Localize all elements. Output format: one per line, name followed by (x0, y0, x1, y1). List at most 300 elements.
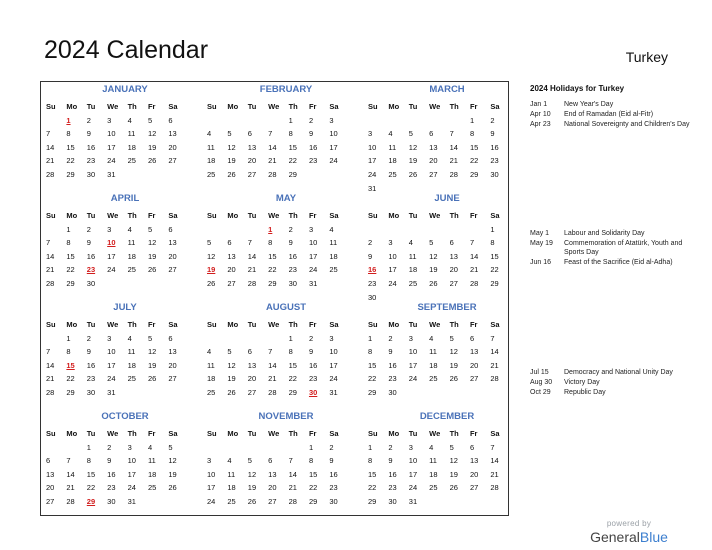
day-cell[interactable]: 22 (368, 483, 377, 493)
day-cell[interactable]: 23 (86, 374, 96, 384)
day-cell[interactable]: 13 (429, 142, 438, 152)
day-cell[interactable]: 4 (127, 333, 132, 343)
day-cell[interactable]: 28 (449, 169, 458, 179)
day-cell[interactable]: 24 (107, 156, 116, 166)
day-cell[interactable]: 16 (107, 469, 116, 479)
day-cell[interactable]: 14 (288, 469, 297, 479)
day-cell[interactable]: 3 (368, 129, 373, 139)
day-cell[interactable]: 12 (207, 251, 216, 261)
day-cell[interactable]: 21 (247, 265, 257, 275)
day-cell[interactable]: 27 (168, 374, 177, 384)
day-cell[interactable]: 6 (46, 456, 51, 466)
day-cell[interactable]: 30 (107, 496, 116, 506)
day-cell[interactable]: 11 (207, 360, 215, 370)
day-cell[interactable]: 5 (247, 456, 252, 466)
day-cell[interactable]: 12 (408, 142, 418, 152)
day-cell[interactable]: 13 (168, 347, 177, 357)
day-cell[interactable]: 29 (368, 387, 377, 397)
day-cell[interactable]: 2 (368, 238, 373, 248)
day-cell[interactable]: 5 (429, 238, 434, 248)
day-cell[interactable]: 1 (288, 333, 293, 343)
day-cell[interactable]: 26 (227, 169, 236, 179)
day-cell[interactable]: 20 (469, 469, 479, 479)
day-cell[interactable]: 22 (268, 265, 277, 275)
day-cell[interactable]: 24 (368, 169, 377, 179)
day-cell[interactable]: 7 (66, 456, 71, 466)
day-cell[interactable]: 27 (469, 483, 479, 493)
day-cell[interactable]: 13 (449, 251, 458, 261)
day-cell[interactable]: 13 (469, 456, 479, 466)
day-cell[interactable]: 15 (308, 469, 318, 479)
day-cell[interactable]: 9 (490, 129, 495, 139)
day-cell[interactable]: 11 (408, 251, 417, 261)
day-cell[interactable]: 20 (168, 251, 177, 261)
day-cell[interactable]: 15 (368, 360, 377, 370)
day-cell[interactable]: 1 (86, 442, 91, 452)
day-cell[interactable]: 7 (490, 442, 495, 452)
day-cell[interactable]: 15 (469, 142, 479, 152)
day-cell[interactable]: 15 (66, 142, 75, 152)
day-cell[interactable]: 28 (490, 374, 499, 384)
day-cell[interactable]: 22 (490, 265, 499, 275)
day-cell[interactable]: 29 (469, 169, 479, 179)
day-cell[interactable]: 6 (469, 442, 475, 452)
day-cell[interactable]: 6 (247, 129, 252, 139)
day-cell[interactable]: 24 (408, 483, 418, 493)
day-cell[interactable]: 6 (168, 115, 173, 125)
day-cell[interactable]: 22 (368, 374, 377, 384)
day-cell[interactable]: 27 (268, 496, 277, 506)
day-cell[interactable]: 20 (168, 142, 177, 152)
day-cell[interactable]: 17 (408, 360, 418, 370)
day-cell[interactable]: 25 (429, 374, 438, 384)
day-cell[interactable]: 3 (107, 115, 112, 125)
day-cell[interactable]: 19 (227, 374, 236, 384)
day-cell[interactable]: 10 (388, 251, 397, 261)
day-cell[interactable]: 17 (329, 142, 338, 152)
day-cell[interactable]: 19 (449, 469, 458, 479)
day-cell[interactable]: 11 (227, 469, 236, 479)
day-cell[interactable]: 16 (490, 142, 499, 152)
day-cell[interactable]: 10 (107, 347, 116, 357)
day-cell[interactable]: 19 (408, 156, 418, 166)
day-cell[interactable]: 26 (147, 265, 157, 275)
day-cell[interactable]: 11 (127, 347, 136, 357)
day-cell[interactable]: 31 (329, 387, 338, 397)
day-cell[interactable]: 25 (147, 483, 157, 493)
day-cell[interactable]: 13 (227, 251, 236, 261)
day-cell[interactable]: 30 (368, 292, 377, 302)
day-cell[interactable]: 2 (388, 333, 393, 343)
day-cell[interactable]: 2 (107, 442, 112, 452)
day-cell[interactable]: 19 (147, 142, 157, 152)
day-cell[interactable]: 3 (107, 333, 112, 343)
day-cell[interactable]: 1 (490, 224, 495, 234)
day-cell[interactable]: 18 (147, 469, 157, 479)
day-cell[interactable]: 3 (107, 224, 112, 234)
day-cell[interactable]: 1 (368, 333, 373, 343)
day-cell[interactable]: 27 (168, 156, 177, 166)
day-cell[interactable]: 2 (308, 115, 314, 125)
day-cell[interactable]: 30 (86, 278, 96, 288)
day-cell[interactable]: 8 (268, 238, 273, 248)
holiday-day-cell[interactable]: 15 (66, 360, 75, 370)
day-cell[interactable]: 8 (66, 129, 71, 139)
day-cell[interactable]: 20 (449, 265, 458, 275)
day-cell[interactable]: 21 (469, 265, 479, 275)
day-cell[interactable]: 7 (449, 129, 454, 139)
day-cell[interactable]: 11 (127, 238, 136, 248)
day-cell[interactable]: 25 (207, 387, 216, 397)
holiday-day-cell[interactable]: 29 (86, 496, 96, 506)
day-cell[interactable]: 17 (408, 469, 418, 479)
day-cell[interactable]: 27 (227, 278, 236, 288)
day-cell[interactable]: 26 (147, 156, 157, 166)
day-cell[interactable]: 29 (490, 278, 499, 288)
day-cell[interactable]: 5 (449, 442, 454, 452)
day-cell[interactable]: 5 (227, 347, 232, 357)
day-cell[interactable]: 21 (449, 156, 458, 166)
day-cell[interactable]: 25 (408, 278, 418, 288)
day-cell[interactable]: 30 (329, 496, 338, 506)
day-cell[interactable]: 1 (288, 115, 293, 125)
day-cell[interactable]: 16 (86, 142, 96, 152)
day-cell[interactable]: 29 (66, 387, 75, 397)
day-cell[interactable]: 11 (207, 142, 215, 152)
day-cell[interactable]: 6 (429, 129, 434, 139)
day-cell[interactable]: 20 (268, 483, 277, 493)
day-cell[interactable]: 13 (46, 469, 55, 479)
day-cell[interactable]: 15 (368, 469, 377, 479)
day-cell[interactable]: 10 (207, 469, 216, 479)
day-cell[interactable]: 3 (408, 442, 413, 452)
day-cell[interactable]: 15 (490, 251, 499, 261)
day-cell[interactable]: 20 (227, 265, 236, 275)
day-cell[interactable]: 5 (147, 224, 153, 234)
day-cell[interactable]: 1 (308, 442, 314, 452)
day-cell[interactable]: 12 (147, 347, 157, 357)
day-cell[interactable]: 1 (66, 224, 71, 234)
day-cell[interactable]: 31 (408, 496, 418, 506)
day-cell[interactable]: 16 (288, 251, 297, 261)
day-cell[interactable]: 10 (368, 142, 377, 152)
day-cell[interactable]: 8 (368, 347, 373, 357)
day-cell[interactable]: 16 (329, 469, 338, 479)
day-cell[interactable]: 12 (168, 456, 177, 466)
day-cell[interactable]: 13 (247, 142, 257, 152)
day-cell[interactable]: 4 (207, 129, 212, 139)
holiday-day-cell[interactable]: 16 (368, 265, 377, 275)
day-cell[interactable]: 25 (429, 483, 438, 493)
day-cell[interactable]: 7 (46, 347, 51, 357)
day-cell[interactable]: 28 (268, 169, 277, 179)
day-cell[interactable]: 8 (490, 238, 495, 248)
day-cell[interactable]: 29 (66, 278, 75, 288)
day-cell[interactable]: 13 (168, 238, 177, 248)
holiday-day-cell[interactable]: 23 (86, 265, 96, 275)
day-cell[interactable]: 17 (388, 265, 397, 275)
day-cell[interactable]: 23 (288, 265, 297, 275)
day-cell[interactable]: 15 (86, 469, 96, 479)
day-cell[interactable]: 19 (449, 360, 458, 370)
day-cell[interactable]: 8 (86, 456, 91, 466)
day-cell[interactable]: 18 (429, 469, 438, 479)
day-cell[interactable]: 20 (46, 483, 55, 493)
day-cell[interactable]: 5 (207, 238, 212, 248)
day-cell[interactable]: 9 (308, 347, 314, 357)
day-cell[interactable]: 29 (308, 496, 318, 506)
day-cell[interactable]: 7 (268, 347, 273, 357)
day-cell[interactable]: 20 (429, 156, 438, 166)
day-cell[interactable]: 6 (449, 238, 454, 248)
day-cell[interactable]: 4 (329, 224, 334, 234)
day-cell[interactable]: 26 (429, 278, 438, 288)
day-cell[interactable]: 24 (329, 156, 338, 166)
day-cell[interactable]: 23 (388, 374, 397, 384)
day-cell[interactable]: 28 (490, 483, 499, 493)
day-cell[interactable]: 26 (449, 374, 458, 384)
day-cell[interactable]: 31 (308, 278, 318, 288)
day-cell[interactable]: 14 (46, 360, 55, 370)
day-cell[interactable]: 18 (127, 251, 136, 261)
day-cell[interactable]: 28 (268, 387, 277, 397)
day-cell[interactable]: 10 (408, 347, 418, 357)
day-cell[interactable]: 16 (86, 360, 96, 370)
day-cell[interactable]: 2 (86, 333, 91, 343)
day-cell[interactable]: 24 (408, 374, 418, 384)
day-cell[interactable]: 15 (288, 142, 297, 152)
day-cell[interactable]: 23 (490, 156, 499, 166)
day-cell[interactable]: 7 (247, 238, 252, 248)
day-cell[interactable]: 26 (168, 483, 177, 493)
day-cell[interactable]: 14 (490, 347, 499, 357)
day-cell[interactable]: 24 (308, 265, 318, 275)
day-cell[interactable]: 10 (308, 238, 318, 248)
day-cell[interactable]: 1 (368, 442, 373, 452)
day-cell[interactable]: 16 (308, 142, 318, 152)
day-cell[interactable]: 2 (308, 333, 314, 343)
day-cell[interactable]: 3 (308, 224, 314, 234)
day-cell[interactable]: 11 (147, 456, 156, 466)
day-cell[interactable]: 28 (469, 278, 479, 288)
day-cell[interactable]: 7 (490, 333, 495, 343)
day-cell[interactable]: 28 (46, 278, 55, 288)
day-cell[interactable]: 16 (388, 360, 397, 370)
day-cell[interactable]: 20 (168, 360, 177, 370)
day-cell[interactable]: 9 (388, 347, 393, 357)
day-cell[interactable]: 7 (268, 129, 273, 139)
day-cell[interactable]: 19 (429, 265, 438, 275)
day-cell[interactable]: 19 (168, 469, 177, 479)
day-cell[interactable]: 5 (449, 333, 454, 343)
day-cell[interactable]: 26 (247, 496, 257, 506)
day-cell[interactable]: 22 (66, 374, 75, 384)
day-cell[interactable]: 24 (329, 374, 338, 384)
day-cell[interactable]: 18 (429, 360, 438, 370)
day-cell[interactable]: 25 (329, 265, 338, 275)
day-cell[interactable]: 12 (247, 469, 257, 479)
day-cell[interactable]: 25 (227, 496, 236, 506)
day-cell[interactable]: 6 (469, 333, 475, 343)
day-cell[interactable]: 20 (247, 374, 257, 384)
day-cell[interactable]: 18 (127, 360, 136, 370)
day-cell[interactable]: 4 (127, 224, 132, 234)
day-cell[interactable]: 7 (46, 238, 51, 248)
day-cell[interactable]: 5 (227, 129, 232, 139)
day-cell[interactable]: 18 (207, 374, 216, 384)
day-cell[interactable]: 9 (86, 238, 91, 248)
day-cell[interactable]: 27 (247, 169, 257, 179)
day-cell[interactable]: 25 (127, 374, 136, 384)
day-cell[interactable]: 29 (66, 169, 75, 179)
day-cell[interactable]: 12 (449, 456, 458, 466)
day-cell[interactable]: 14 (490, 456, 499, 466)
day-cell[interactable]: 30 (388, 496, 397, 506)
day-cell[interactable]: 5 (147, 333, 153, 343)
day-cell[interactable]: 29 (288, 169, 297, 179)
day-cell[interactable]: 3 (329, 115, 334, 125)
day-cell[interactable]: 23 (308, 156, 318, 166)
day-cell[interactable]: 3 (408, 333, 413, 343)
day-cell[interactable]: 11 (127, 129, 136, 139)
day-cell[interactable]: 17 (329, 360, 338, 370)
day-cell[interactable]: 20 (247, 156, 257, 166)
day-cell[interactable]: 21 (268, 374, 277, 384)
footer-brand[interactable] (584, 519, 674, 545)
day-cell[interactable]: 14 (268, 142, 277, 152)
day-cell[interactable]: 26 (207, 278, 216, 288)
day-cell[interactable]: 9 (86, 347, 91, 357)
day-cell[interactable]: 19 (147, 251, 157, 261)
day-cell[interactable]: 12 (449, 347, 458, 357)
day-cell[interactable]: 14 (46, 251, 55, 261)
day-cell[interactable]: 15 (288, 360, 297, 370)
day-cell[interactable]: 17 (107, 251, 116, 261)
day-cell[interactable]: 6 (247, 347, 252, 357)
day-cell[interactable]: 3 (329, 333, 334, 343)
day-cell[interactable]: 26 (147, 374, 157, 384)
day-cell[interactable]: 27 (469, 374, 479, 384)
day-cell[interactable]: 25 (127, 156, 136, 166)
day-cell[interactable]: 23 (107, 483, 116, 493)
day-cell[interactable]: 28 (288, 496, 297, 506)
day-cell[interactable]: 31 (107, 387, 116, 397)
day-cell[interactable]: 17 (107, 142, 116, 152)
day-cell[interactable]: 27 (449, 278, 458, 288)
day-cell[interactable]: 26 (227, 387, 236, 397)
day-cell[interactable]: 4 (429, 442, 434, 452)
day-cell[interactable]: 2 (388, 442, 393, 452)
day-cell[interactable]: 1 (469, 115, 475, 125)
day-cell[interactable]: 12 (429, 251, 438, 261)
day-cell[interactable]: 25 (388, 169, 397, 179)
day-cell[interactable]: 9 (368, 251, 373, 261)
day-cell[interactable]: 30 (86, 387, 96, 397)
day-cell[interactable]: 9 (388, 456, 393, 466)
day-cell[interactable]: 6 (227, 238, 232, 248)
day-cell[interactable]: 16 (86, 251, 96, 261)
day-cell[interactable]: 22 (469, 156, 479, 166)
day-cell[interactable]: 5 (168, 442, 173, 452)
day-cell[interactable]: 28 (46, 169, 55, 179)
day-cell[interactable]: 21 (288, 483, 297, 493)
holiday-day-cell[interactable]: 19 (207, 265, 216, 275)
day-cell[interactable]: 21 (268, 156, 277, 166)
day-cell[interactable]: 30 (490, 169, 499, 179)
day-cell[interactable]: 8 (288, 347, 293, 357)
day-cell[interactable]: 29 (268, 278, 277, 288)
day-cell[interactable]: 24 (107, 265, 116, 275)
day-cell[interactable]: 17 (107, 360, 116, 370)
day-cell[interactable]: 26 (408, 169, 418, 179)
day-cell[interactable]: 12 (227, 142, 236, 152)
day-cell[interactable]: 3 (388, 238, 393, 248)
day-cell[interactable]: 14 (469, 251, 479, 261)
day-cell[interactable]: 11 (388, 142, 397, 152)
day-cell[interactable]: 4 (429, 333, 434, 343)
holiday-day-cell[interactable]: 1 (268, 224, 273, 234)
day-cell[interactable]: 21 (46, 265, 55, 275)
day-cell[interactable]: 7 (288, 456, 293, 466)
day-cell[interactable]: 12 (147, 238, 157, 248)
day-cell[interactable]: 1 (66, 333, 71, 343)
day-cell[interactable]: 27 (429, 169, 438, 179)
day-cell[interactable]: 10 (408, 456, 418, 466)
day-cell[interactable]: 25 (127, 265, 136, 275)
day-cell[interactable]: 29 (368, 496, 377, 506)
day-cell[interactable]: 4 (147, 442, 153, 452)
day-cell[interactable]: 19 (247, 483, 257, 493)
day-cell[interactable]: 12 (227, 360, 236, 370)
day-cell[interactable]: 21 (46, 374, 55, 384)
day-cell[interactable]: 9 (107, 456, 112, 466)
day-cell[interactable]: 28 (66, 496, 75, 506)
day-cell[interactable]: 14 (449, 142, 458, 152)
day-cell[interactable]: 28 (247, 278, 257, 288)
day-cell[interactable]: 30 (86, 169, 96, 179)
day-cell[interactable]: 27 (46, 496, 55, 506)
day-cell[interactable]: 8 (469, 129, 475, 139)
day-cell[interactable]: 17 (127, 469, 136, 479)
day-cell[interactable]: 4 (127, 115, 132, 125)
day-cell[interactable]: 13 (469, 347, 479, 357)
day-cell[interactable]: 22 (308, 483, 318, 493)
day-cell[interactable]: 22 (66, 265, 75, 275)
day-cell[interactable]: 6 (168, 224, 173, 234)
day-cell[interactable]: 17 (308, 251, 318, 261)
day-cell[interactable]: 23 (86, 156, 96, 166)
day-cell[interactable]: 13 (168, 129, 177, 139)
day-cell[interactable]: 8 (66, 347, 71, 357)
day-cell[interactable]: 7 (469, 238, 475, 248)
day-cell[interactable]: 11 (429, 347, 437, 357)
day-cell[interactable]: 24 (207, 496, 216, 506)
day-cell[interactable]: 27 (247, 387, 257, 397)
day-cell[interactable]: 22 (288, 374, 297, 384)
day-cell[interactable]: 22 (86, 483, 96, 493)
day-cell[interactable]: 4 (227, 456, 232, 466)
day-cell[interactable]: 14 (268, 360, 277, 370)
day-cell[interactable]: 3 (207, 456, 212, 466)
day-cell[interactable]: 10 (127, 456, 136, 466)
day-cell[interactable]: 24 (107, 374, 116, 384)
holiday-day-cell[interactable]: 1 (66, 115, 71, 125)
day-cell[interactable]: 14 (247, 251, 257, 261)
day-cell[interactable]: 10 (329, 347, 338, 357)
day-cell[interactable]: 18 (207, 156, 216, 166)
day-cell[interactable]: 17 (207, 483, 216, 493)
day-cell[interactable]: 2 (86, 115, 91, 125)
